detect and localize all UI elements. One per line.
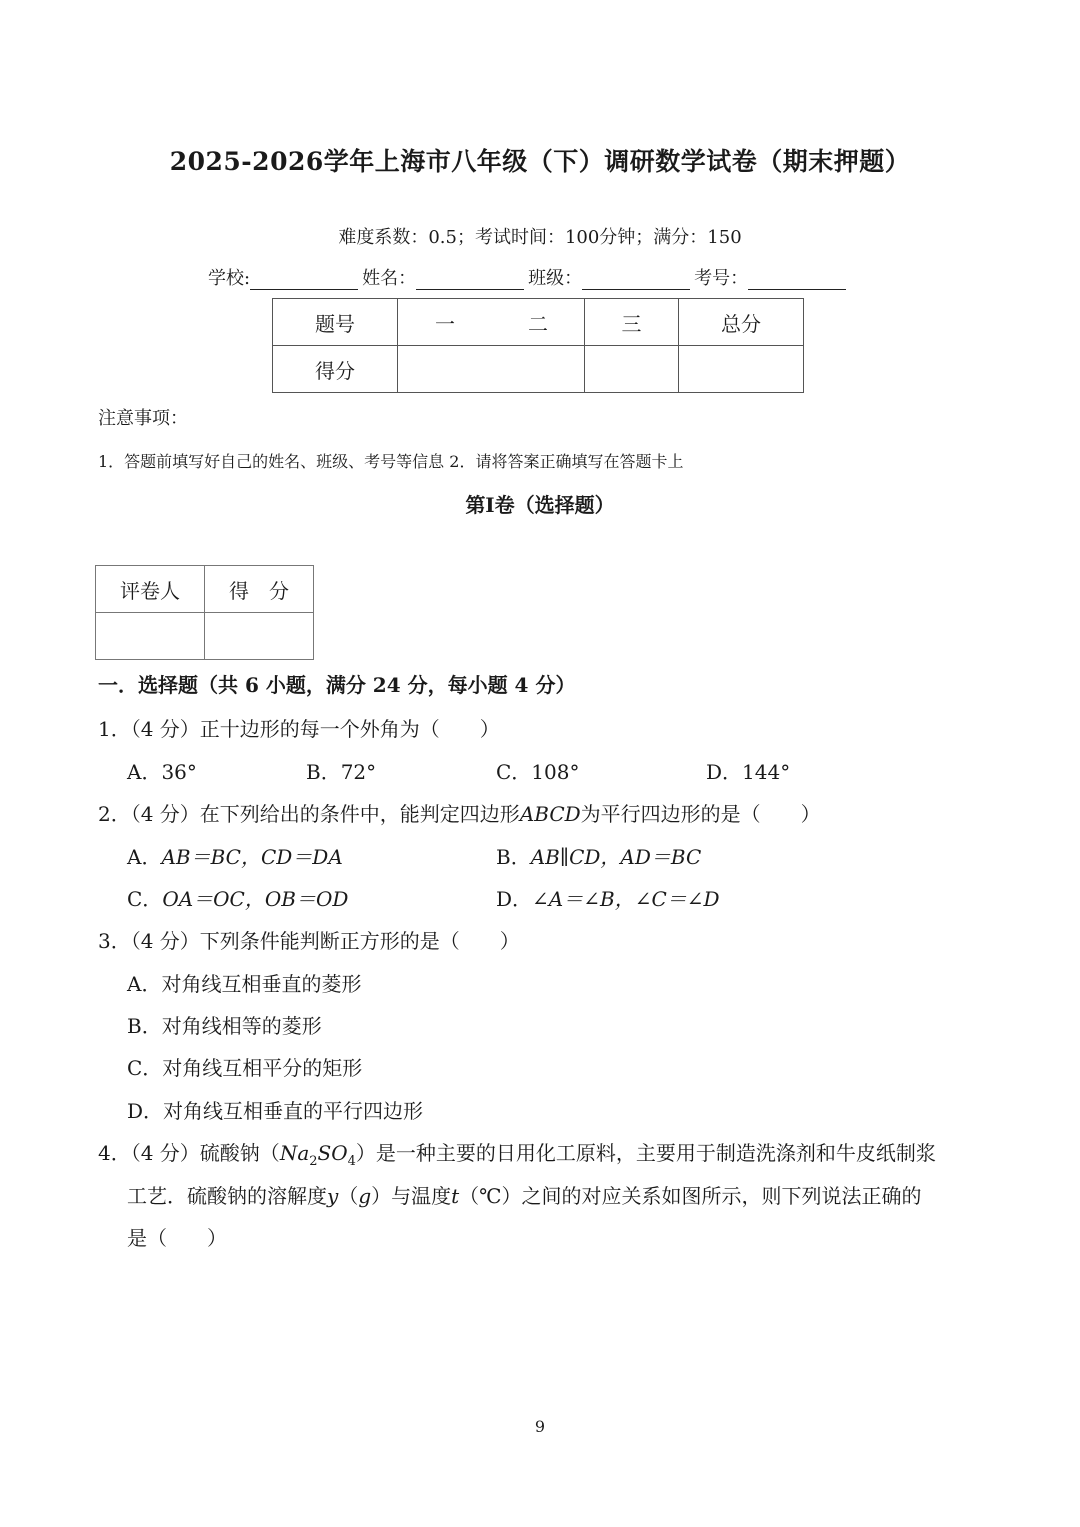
question-2-quadrilateral-name: ABCD	[519, 802, 581, 826]
exam-title: 2025-2026学年上海市八年级（下）调研数学试卷（期末押题）	[169, 147, 911, 176]
variable-y: y	[327, 1184, 339, 1208]
header-cell-section-2: 二	[492, 299, 585, 346]
name-label: 姓名：	[362, 268, 417, 289]
question-4-line-3: 是（ ）	[127, 1226, 227, 1250]
question-4-line-2-prefix: 工艺．硫酸钠的溶解度	[127, 1184, 327, 1208]
question-4-line-1-prefix: 4．（4 分）硫酸钠（	[98, 1141, 280, 1165]
question-3-option-d: D．对角线互相垂直的平行四边形	[127, 1099, 424, 1123]
section-heading: 一．选择题（共 6 小题，满分 24 分，每小题 4 分）	[98, 673, 576, 697]
school-blank[interactable]	[250, 267, 358, 290]
score-row-label: 得分	[273, 346, 398, 393]
header-cell-section-3: 三	[585, 299, 679, 346]
question-2-option-a	[127, 841, 343, 870]
question-4-line-2-middle: ）与温度	[371, 1184, 452, 1208]
grader-score-cell[interactable]	[205, 613, 314, 660]
question-4-line-2	[127, 1180, 922, 1209]
question-1-option-a: A．36°	[127, 760, 197, 784]
question-1-option-d: D．144°	[706, 760, 791, 784]
grader-name-cell[interactable]	[96, 613, 205, 660]
grader-label: 评卷人	[96, 566, 205, 613]
score-cell-section-3[interactable]	[585, 346, 679, 393]
question-1-option-c: C．108°	[496, 760, 580, 784]
grader-score-label: 得 分	[205, 566, 314, 613]
option-label: A．	[127, 845, 162, 869]
question-1-stem: 1．（4 分）正十边形的每一个外角为（ ）	[98, 717, 500, 741]
question-2-stem-prefix: 2．（4 分）在下列给出的条件中，能判定四边形	[98, 802, 520, 826]
score-cell-total[interactable]	[679, 346, 804, 393]
formula-subscript-2: 2	[309, 1154, 318, 1169]
option-label: B．	[496, 845, 531, 869]
formula-na: Na	[279, 1141, 310, 1165]
number-label: 考号：	[694, 268, 749, 289]
score-table-header-row	[273, 299, 804, 346]
grader-table	[95, 565, 314, 660]
page-number: 9	[534, 1417, 546, 1436]
variable-t: t	[451, 1184, 460, 1208]
option-label: C．	[127, 887, 163, 911]
question-3-option-b: B．对角线相等的菱形	[127, 1014, 322, 1038]
name-blank[interactable]	[416, 267, 524, 290]
question-3-stem: 3．（4 分）下列条件能判断正方形的是（ ）	[98, 929, 520, 953]
question-1-option-b: B．72°	[306, 760, 377, 784]
notice-text: 1．答题前填写好自己的姓名、班级、考号等信息 2．请将答案正确填写在答题卡上	[98, 452, 684, 471]
score-table	[272, 298, 804, 393]
question-2-option-b	[496, 841, 701, 870]
class-blank[interactable]	[582, 267, 690, 290]
question-2-option-d	[496, 883, 720, 912]
student-info-fields	[208, 264, 850, 290]
notice-heading: 注意事项：	[98, 408, 188, 429]
option-text: OA＝OC，OB＝OD	[162, 887, 349, 911]
header-cell-total: 总分	[679, 299, 804, 346]
number-blank[interactable]	[748, 267, 846, 290]
option-text: AB∥CD，AD＝BC	[530, 845, 702, 869]
formula-subscript-4: 4	[347, 1154, 356, 1169]
class-label: 班级：	[528, 268, 583, 289]
grader-table-header-row	[96, 566, 314, 613]
question-2-option-c	[127, 883, 348, 912]
option-label: D．	[496, 887, 533, 911]
question-3-option-c: C．对角线互相平分的矩形	[127, 1056, 363, 1080]
exam-meta: 难度系数：0.5；考试时间：100分钟；满分：150	[338, 227, 742, 248]
header-cell-question-no: 题号	[273, 299, 398, 346]
question-2-stem-suffix: 为平行四边形的是（ ）	[580, 802, 821, 826]
question-4-line-1-suffix: ）是一种主要的日用化工原料，主要用于制造洗涤剂和牛皮纸制浆	[355, 1141, 936, 1165]
question-4-line-2-open: （	[338, 1184, 359, 1208]
score-table-score-row	[273, 346, 804, 393]
question-3-option-a: A．对角线互相垂直的菱形	[127, 972, 362, 996]
header-cell-section-1: 一	[398, 299, 493, 346]
score-cell-section-1-2[interactable]	[398, 346, 585, 393]
option-text: AB＝BC，CD＝DA	[161, 845, 343, 869]
school-label: 学校:	[208, 268, 251, 289]
question-2-stem	[98, 798, 821, 827]
grader-table-blank-row	[96, 613, 314, 660]
question-4-line-2-suffix: （℃）之间的对应关系如图所示，则下列说法正确的	[459, 1184, 922, 1208]
variable-g: g	[358, 1184, 372, 1208]
question-4-line-1	[98, 1137, 936, 1169]
option-text: ∠A＝∠B，∠C＝∠D	[532, 887, 720, 911]
volume-title: 第Ⅰ卷（选择题）	[465, 493, 615, 517]
formula-so: SO	[317, 1141, 348, 1165]
